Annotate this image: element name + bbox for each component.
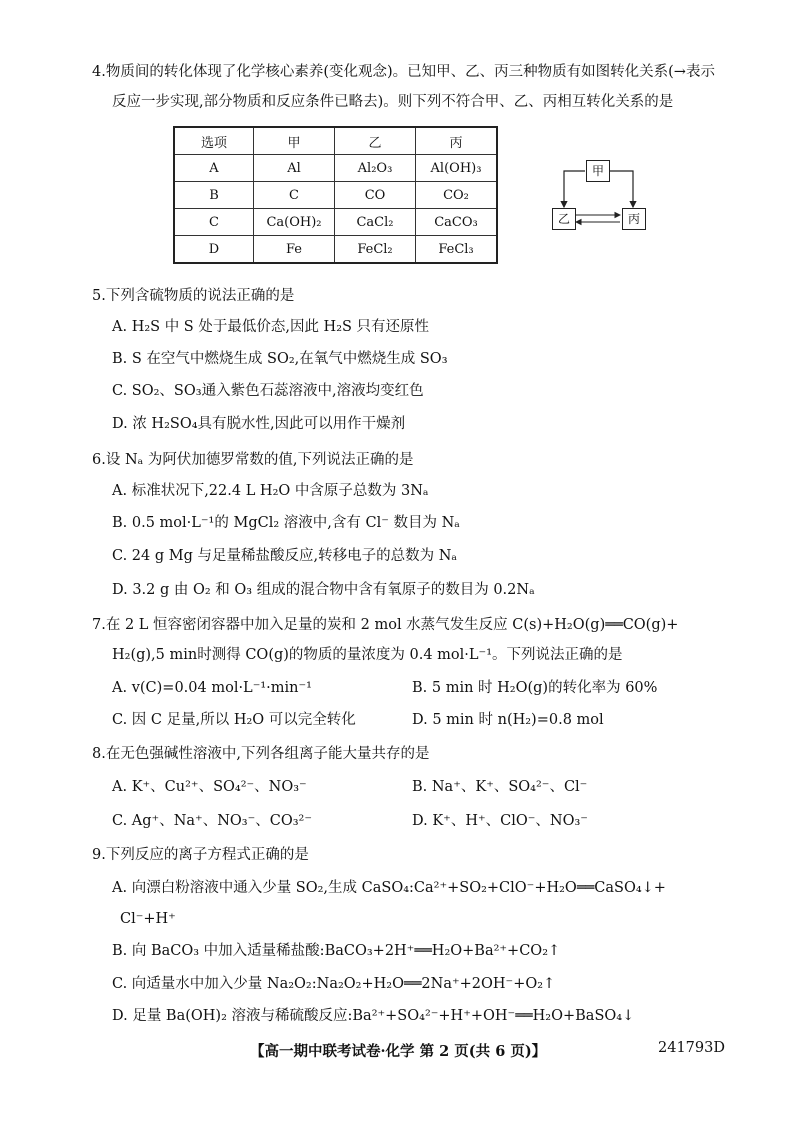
q4-stem-line2: 反应一步实现,部分物质和反应条件已略去)。则下列不符合甲、乙、丙相互转化关系的是 [112,94,674,110]
table-cell: Fe [254,236,335,264]
q4-options-table [173,126,498,264]
q7-option-c: C. 因 C 足量,所以 H₂O 可以完全转化 [112,712,356,728]
node-bing: 丙 [622,208,646,230]
q9-option-b: B. 向 BaCO₃ 中加入适量稀盐酸:BaCO₃+2H⁺══H₂O+Ba²⁺+CO₂↑ [112,943,561,959]
node-jia: 甲 [586,160,610,182]
table-cell: CaCl₂ [335,209,416,236]
q7-option-d: D. 5 min 时 n(H₂)=0.8 mol [412,712,604,728]
q6-option-d: D. 3.2 g 由 O₂ 和 O₃ 组成的混合物中含有氧原子的数目为 0.2Nₐ [112,582,535,598]
table-row [174,182,497,209]
q6-option-a: A. 标准状况下,22.4 L H₂O 中含原子总数为 3Nₐ [112,483,429,499]
q8-stem: 8.在无色强碱性溶液中,下列各组离子能大量共存的是 [92,746,430,762]
table-header: 乙 [335,127,416,155]
q9-option-a-line2: Cl⁻+H⁺ [120,911,176,927]
table-cell: B [174,182,254,209]
table-header-row [174,127,497,155]
q8-option-d: D. K⁺、H⁺、ClO⁻、NO₃⁻ [412,813,588,829]
node-yi: 乙 [552,208,576,230]
q5-option-d: D. 浓 H₂SO₄具有脱水性,因此可以用作干燥剂 [112,416,406,432]
q8-option-b: B. Na⁺、K⁺、SO₄²⁻、Cl⁻ [412,779,588,795]
q9-option-d: D. 足量 Ba(OH)₂ 溶液与稀硫酸反应:Ba²⁺+SO₄²⁻+H⁺+OH⁻══H₂O+BaSO₄↓ [112,1008,635,1024]
paper-code: 241793D [658,1040,725,1056]
q9-option-a-line1: A. 向漂白粉溶液中通入少量 SO₂,生成 CaSO₄:Ca²⁺+SO₂+ClO⁻+H₂O══CaSO₄↓+ [112,880,666,896]
table-row [174,155,497,182]
conversion-diagram [543,157,653,237]
table-cell: C [174,209,254,236]
table-cell: Al(OH)₃ [416,155,498,182]
q5-option-b: B. S 在空气中燃烧生成 SO₂,在氧气中燃烧生成 SO₃ [112,351,448,367]
table-cell: FeCl₃ [416,236,498,264]
q8-option-c: C. Ag⁺、Na⁺、NO₃⁻、CO₃²⁻ [112,813,312,829]
table-header: 丙 [416,127,498,155]
table-cell: D [174,236,254,264]
table-cell: CO₂ [416,182,498,209]
table-header: 选项 [174,127,254,155]
q8-option-a: A. K⁺、Cu²⁺、SO₄²⁻、NO₃⁻ [112,779,307,795]
table-cell: Al [254,155,335,182]
q6-option-b: B. 0.5 mol·L⁻¹的 MgCl₂ 溶液中,含有 Cl⁻ 数目为 Nₐ [112,515,460,531]
table-row [174,209,497,236]
q9-option-c: C. 向适量水中加入少量 Na₂O₂:Na₂O₂+H₂O══2Na⁺+2OH⁻+O₂↑ [112,976,556,992]
table-cell: CaCO₃ [416,209,498,236]
q6-stem: 6.设 Nₐ 为阿伏加德罗常数的值,下列说法正确的是 [92,452,414,468]
table-cell: CO [335,182,416,209]
q7-option-b: B. 5 min 时 H₂O(g)的转化率为 60% [412,680,658,696]
page-footer-title: 【高一期中联考试卷·化学 第 2 页(共 6 页)】 [250,1043,547,1060]
q7-option-a: A. v(C)=0.04 mol·L⁻¹·min⁻¹ [112,680,312,696]
q6-option-c: C. 24 g Mg 与足量稀盐酸反应,转移电子的总数为 Nₐ [112,548,457,564]
q7-stem-line2: H₂(g),5 min时测得 CO(g)的物质的量浓度为 0.4 mol·L⁻¹。下列说法正确的是 [112,647,623,663]
q4-stem-line1: 4.物质间的转化体现了化学核心素养(变化观念)。已知甲、乙、丙三种物质有如图转化关系(→表示 [92,64,715,80]
arrow-jia-to-yi [564,171,585,207]
q5-stem: 5.下列含硫物质的说法正确的是 [92,288,295,304]
table-cell: C [254,182,335,209]
q5-option-a: A. H₂S 中 S 处于最低价态,因此 H₂S 只有还原性 [112,319,430,335]
table-row [174,236,497,264]
q5-option-c: C. SO₂、SO₃通入紫色石蕊溶液中,溶液均变红色 [112,383,424,399]
arrow-jia-to-bing [609,171,633,207]
q7-stem-line1: 7.在 2 L 恒容密闭容器中加入足量的炭和 2 mol 水蒸气发生反应 C(s)+H₂O(g)══CO(g)+ [92,617,679,633]
table-cell: Ca(OH)₂ [254,209,335,236]
q9-stem: 9.下列反应的离子方程式正确的是 [92,847,309,863]
table-cell: A [174,155,254,182]
table-header: 甲 [254,127,335,155]
table-cell: FeCl₂ [335,236,416,264]
table-cell: Al₂O₃ [335,155,416,182]
